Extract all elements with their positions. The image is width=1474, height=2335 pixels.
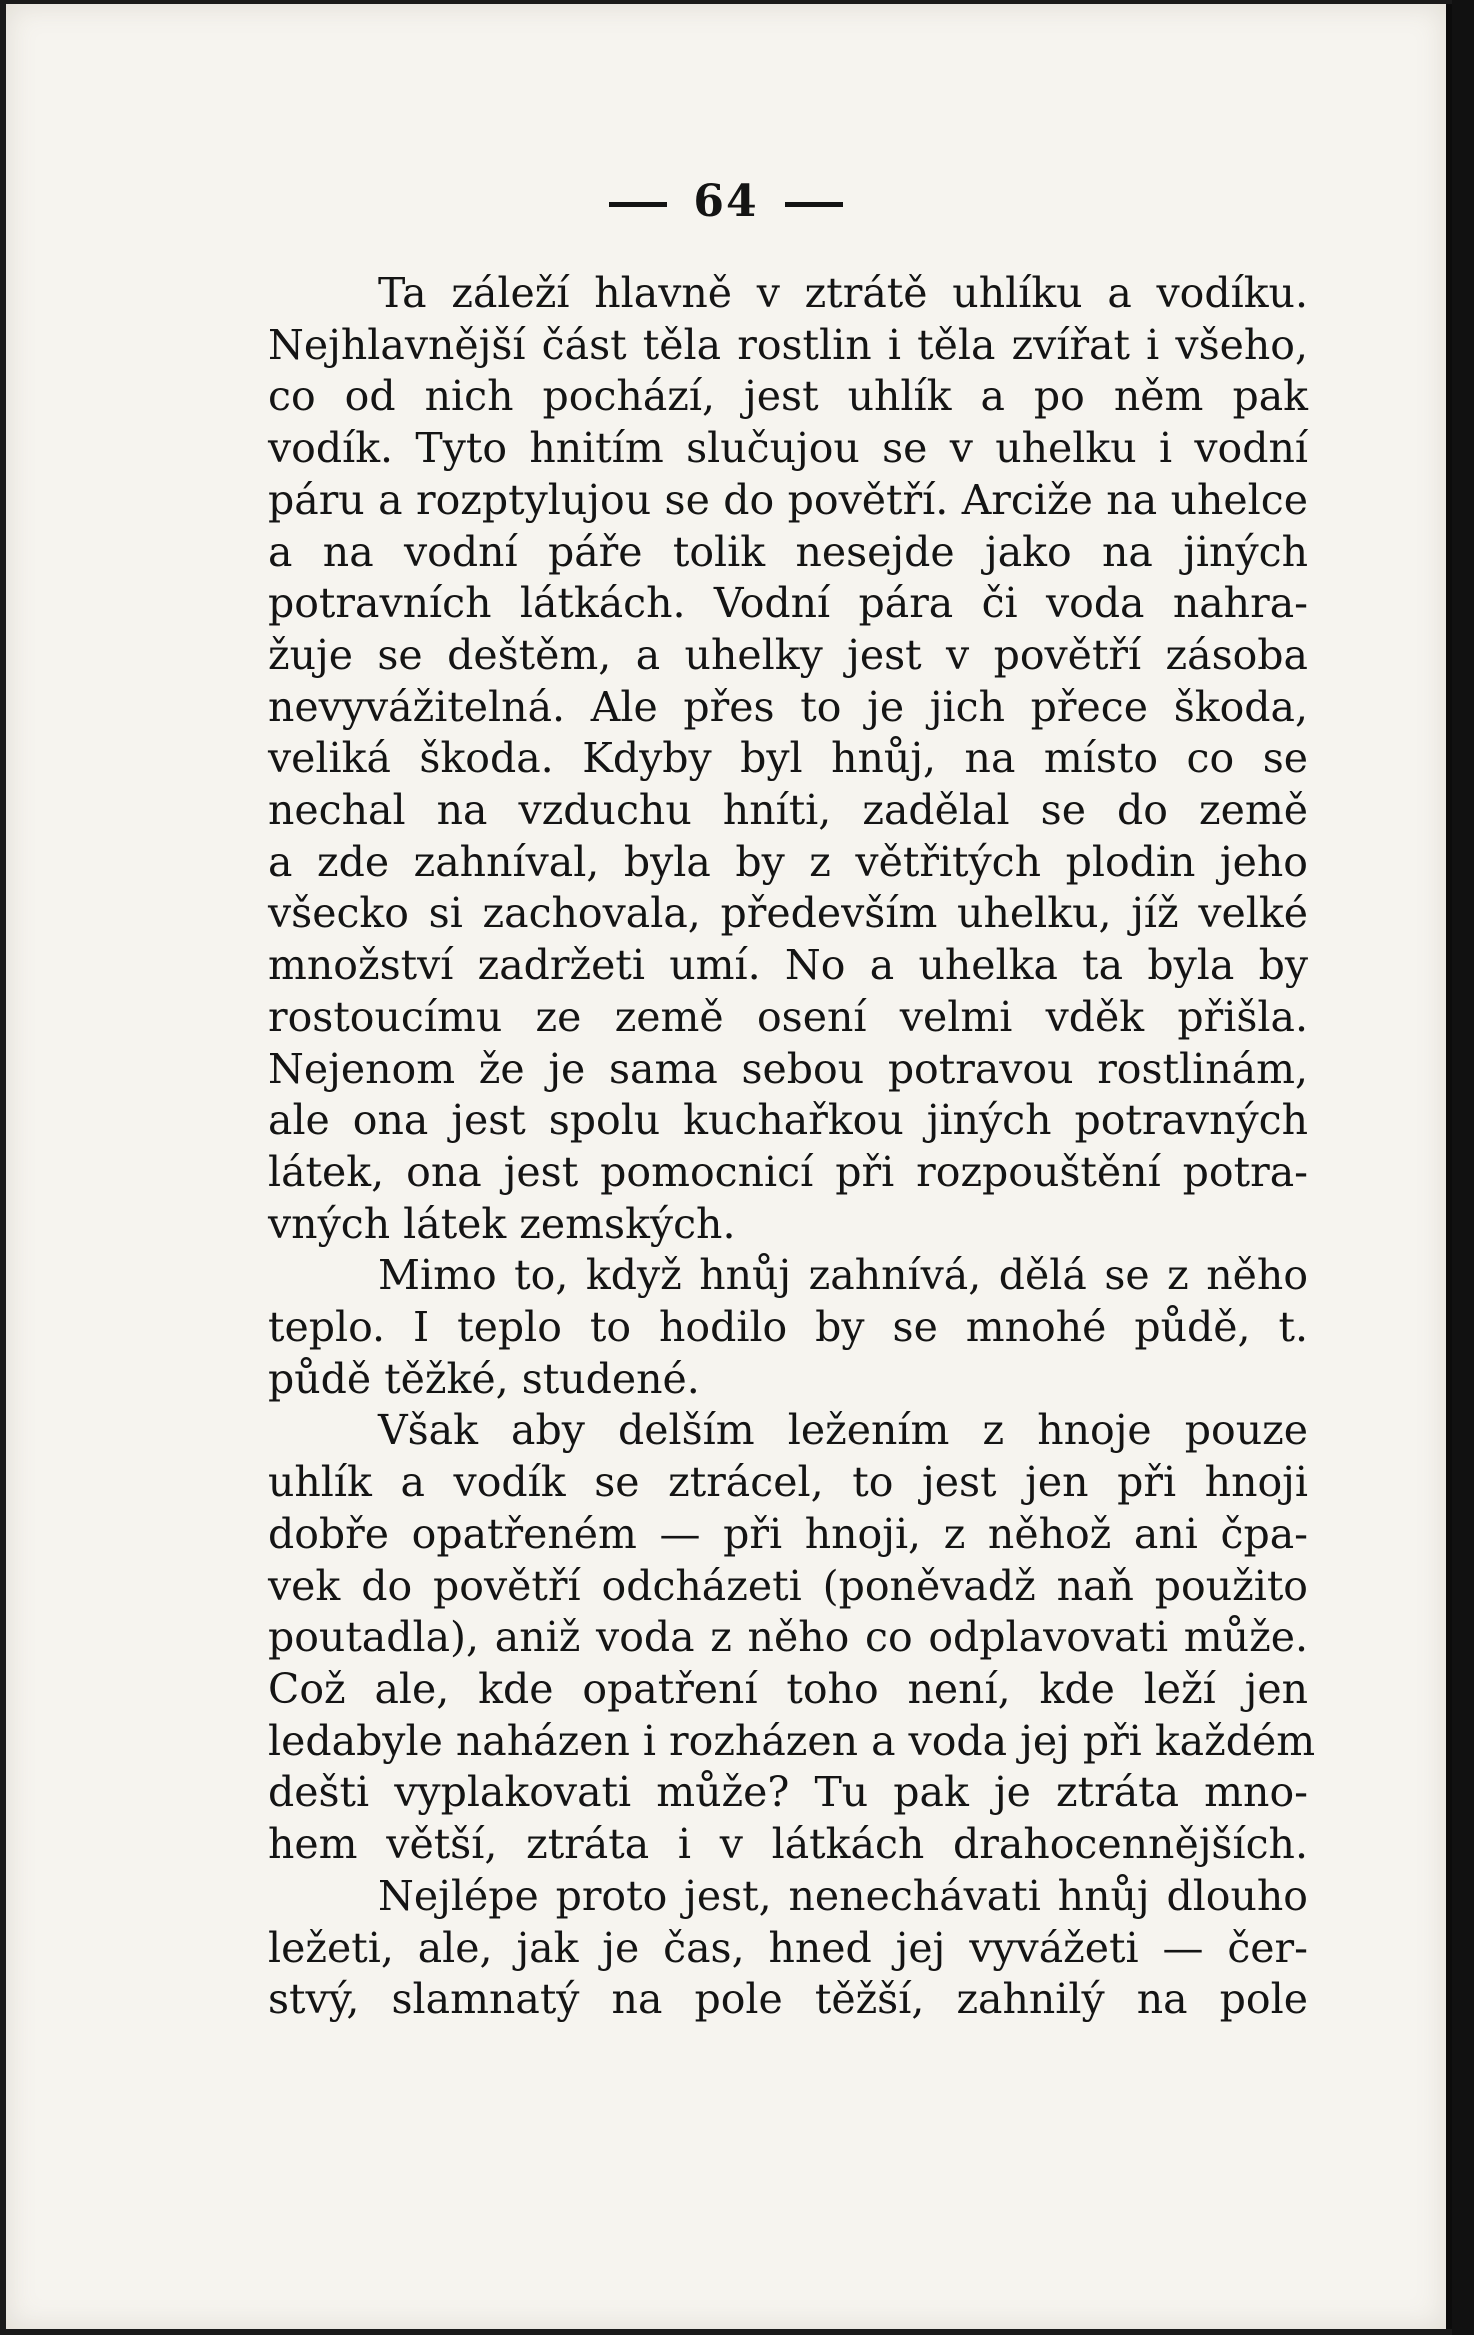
text-line: nechal na vzduchu hníti, zadělal se do země [268, 786, 1308, 835]
text-line: rostoucímu ze země osení velmi vděk přišla. [268, 992, 1308, 1041]
text-line: hem větší, ztráta i v látkách drahocennějších. [268, 1820, 1308, 1869]
text-line: ležeti, ale, jak je čas, hned jej vyvážeti — čer- [268, 1923, 1308, 1972]
text-line: množství zadržeti umí. No a uhelka ta byla by [268, 941, 1308, 990]
text-line: Ta záleží hlavně v ztrátě uhlíku a vodíku. [378, 269, 1308, 317]
text-line: potravních látkách. Vodní pára či voda nahra- [268, 579, 1308, 628]
text-line: Nejlépe proto jest, nenechávati hnůj dlouho [378, 1871, 1308, 1920]
book-page [6, 4, 1452, 2329]
text-line: látek, ona jest pomocnicí při rozpouštění potra- [268, 1147, 1308, 1196]
text-line: stvý, slamnatý na pole těžší, zahnilý na pole [268, 1975, 1308, 2024]
text-line: ledabyle naházen i rozházen a voda jej při každém [268, 1716, 1316, 1765]
text-line: dešti vyplakovati může? Tu pak je ztráta mno- [268, 1768, 1308, 1817]
text-line: uhlík a vodík se ztrácel, to jest jen při hnoji [268, 1458, 1308, 1507]
text-line: co od nich pochází, jest uhlík a po něm pak [268, 372, 1308, 421]
scan-edge [1452, 0, 1474, 2335]
text-line: poutadla), aniž voda z něho co odplavovati může. [268, 1613, 1308, 1662]
body-text [268, 268, 1316, 2026]
text-line: a zde zahníval, byla by z větřitých plodin jeho [268, 837, 1308, 886]
text-line: půdě těžké, studené. [268, 1354, 700, 1403]
text-line: vodík. Tyto hnitím slučujou se v uhelku i vodní [268, 424, 1308, 473]
text-line: vných látek zemských. [268, 1199, 736, 1248]
text-line: veliká škoda. Kdyby byl hnůj, na místo co se [268, 734, 1308, 783]
text-line: a na vodní páře tolik nesejde jako na jiných [268, 527, 1308, 576]
page-number: 64 [693, 176, 759, 227]
text-line: vek do povětří odcházeti (poněvadž naň použito [268, 1561, 1308, 1610]
page-number-header [6, 176, 1446, 227]
text-line: žuje se deštěm, a uhelky jest v povětří zásoba [268, 630, 1308, 679]
text-line: Nejhlavnější část těla rostlin i těla zvířat i všeho, [268, 320, 1308, 369]
text-line: nevyvážitelná. Ale přes to je jich přece škoda, [268, 682, 1308, 731]
right-dash [785, 202, 843, 207]
text-line: ale ona jest spolu kuchařkou jiných potravných [268, 1096, 1308, 1145]
text-line: páru a rozptylujou se do povětří. Arciže na uhelce [268, 475, 1308, 524]
text-line: teplo. I teplo to hodilo by se mnohé půdě, t. [268, 1303, 1308, 1352]
text-line: Však aby delším ležením z hnoje pouze [378, 1406, 1308, 1455]
text-line: dobře opatřeném — při hnoji, z něhož ani čpa- [268, 1509, 1308, 1558]
text-line: Nejenom že je sama sebou potravou rostlinám, [268, 1044, 1308, 1093]
text-line: Mimo to, když hnůj zahnívá, dělá se z něho [378, 1251, 1308, 1300]
text-line: Což ale, kde opatření toho není, kde leží jen [268, 1664, 1308, 1713]
left-dash [609, 202, 667, 207]
text-line: všecko si zachovala, především uhelku, jíž velké [268, 889, 1308, 938]
